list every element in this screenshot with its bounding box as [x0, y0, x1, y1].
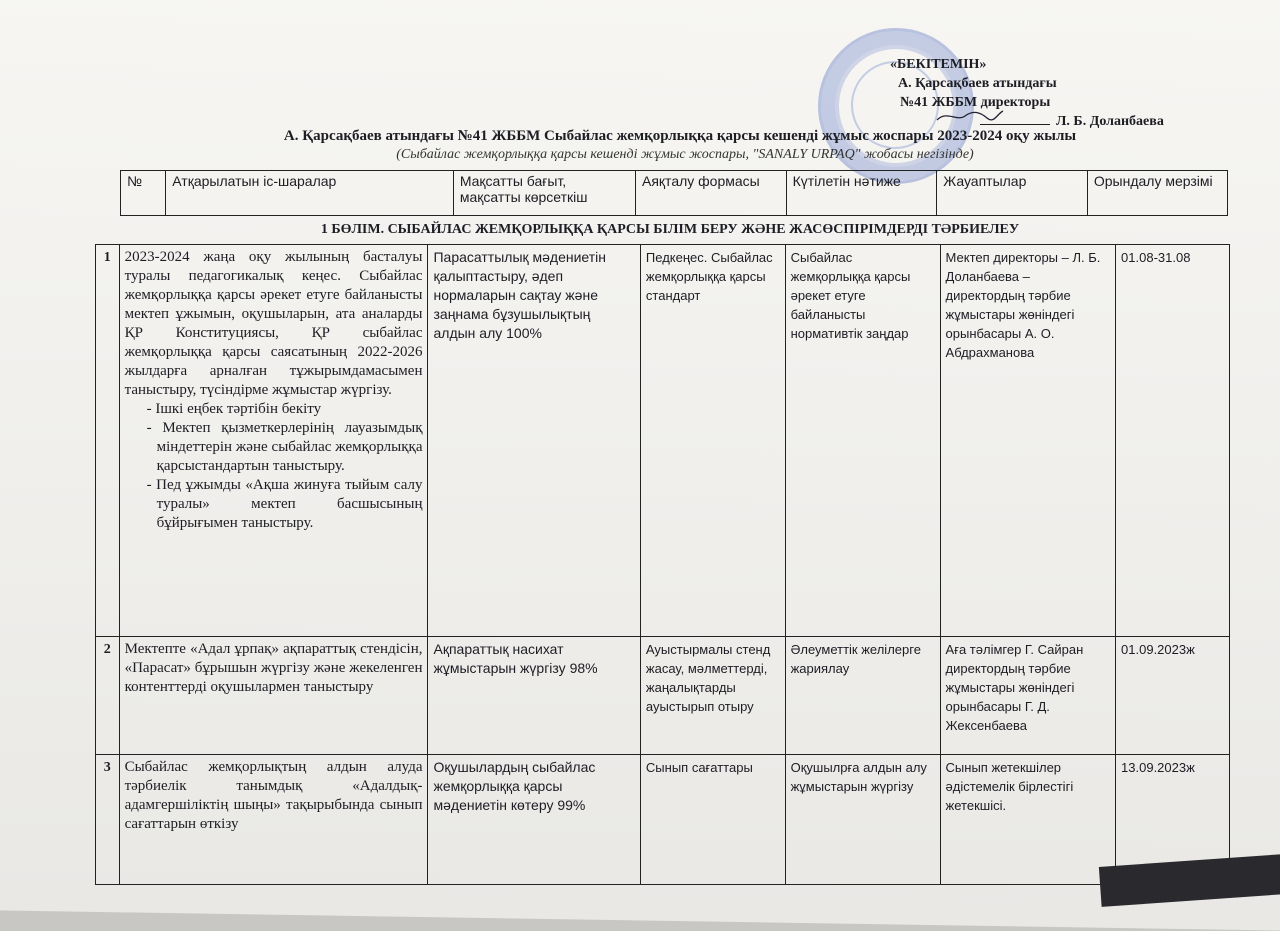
row-activity: 2023-2024 жаңа оқу жылының басталуы туралы педагогикалық кеңес. Сыбайлас жемқорлыққа қарсы әрекет етуге байланысты мектеп ұжымын, оқушыларын, ата аналарды ҚР Конституциясы, ҚР сыбайлас жемқорлыққа қарсы саясатының 2022-2026 жылдарға арналған тұжырымдамасымен таныстыру, түсіндірме жұмыстар жүргізу. - Ішкі еңбек тәртібін бекіту - Мектеп қызметкерлерінің лауазымдық міндеттерін және сыбайлас жемқорлыққа қарсыстандартын таныстыру. - Пед ұжымды «Ақша жинуға тыйым салу туралы» мектеп басшысының бұйрығымен таныстыру.	[119, 245, 428, 637]
sub-item: - Мектеп қызметкерлерінің лауазымдық міндеттерін және сыбайлас жемқорлыққа қарсыстандартын таныстыру.	[147, 419, 423, 476]
document-title: А. Қарсақбаев атындағы №41 ЖББМ Сыбайлас жемқорлыққа қарсы кешенді жұмыс жоспары 2023-2024 оқу жылы	[283, 128, 1077, 144]
row-num: 2	[96, 637, 120, 755]
row-deadline: 01.09.2023ж	[1116, 637, 1230, 755]
col-goal: Мақсатты бағыт, мақсатты көрсеткіш	[453, 171, 635, 216]
document-subtitle: (Сыбайлас жемқорлыққа қарсы кешенді жұмыс жоспары, "SANALY URPAQ" жобасы негізінде)	[396, 147, 974, 162]
col-result: Күтілетін нәтиже	[786, 171, 937, 216]
row-result: Әлеуметтік желілерге жариялау	[785, 637, 940, 755]
row-num: 3	[96, 755, 120, 885]
approval-line-2: №41 ЖББМ директоры	[900, 95, 1051, 110]
table-row	[96, 755, 1230, 885]
director-signature	[935, 108, 1005, 124]
row-responsible: Аға тәлімгер Г. Сайран директордың тәрбие жұмыстары жөніндегі орынбасары Г. Д. Жексенбаева	[940, 637, 1115, 755]
row-goal: Ақпараттық насихат жұмыстарын жүргізу 98%	[428, 637, 640, 755]
row-form: Ауыстырмалы стенд жасау, мәлметтерді, жаңалықтарды ауыстырып отыру	[640, 637, 785, 755]
col-form: Аяқталу формасы	[636, 171, 787, 216]
approval-block	[860, 55, 1164, 131]
col-responsible: Жауаптылар	[937, 171, 1088, 216]
col-activity: Атқарылатын іс-шаралар	[166, 171, 454, 216]
row-goal: Парасаттылық мәдениетін қалыптастыру, әдеп нормаларын сақтау және заңнама бұзушылықтың алдын алу 100%	[428, 245, 640, 637]
director-name: Л. Б. Доланбаева	[1056, 114, 1164, 129]
row-deadline: 01.08-31.08	[1116, 245, 1230, 637]
section-heading: 1 БӨЛІМ. СЫБАЙЛАС ЖЕМҚОРЛЫҚҚА ҚАРСЫ БІЛІМ БЕРУ ЖӘНЕ ЖАСӨСПІРІМДЕРДІ ТӘРБИЕЛЕУ	[320, 222, 1020, 237]
row-responsible: Мектеп директоры – Л. Б. Доланбаева – директордың тәрбие жұмыстары жөніндегі орынбасары А. О. Абдрахманова	[940, 245, 1115, 637]
col-num: №	[121, 171, 166, 216]
row-form: Педкеңес. Сыбайлас жемқорлыққа қарсы стандарт	[640, 245, 785, 637]
row-result: Сыбайлас жемқорлыққа қарсы әрекет етуге байланысты нормативтік заңдар	[785, 245, 940, 637]
header-table	[120, 170, 1228, 216]
row-activity: Сыбайлас жемқорлықтың алдын алуда тәрбиелік танымдық «Адалдық-адамгершіліктің шыңы» тақырыбында сынып сағаттарын өткізу	[119, 755, 428, 885]
sub-item: - Ішкі еңбек тәртібін бекіту	[147, 400, 423, 419]
row-deadline: 13.09.2023ж	[1116, 755, 1230, 885]
approval-line-1: А. Қарсақбаев атындағы	[898, 76, 1057, 91]
row-num: 1	[96, 245, 120, 637]
row-responsible: Сынып жетекшілер әдістемелік бірлестігі жетекшісі.	[940, 755, 1115, 885]
col-deadline: Орындалу мерзімі	[1087, 171, 1227, 216]
plan-table	[95, 244, 1230, 885]
row-goal: Оқушылардың сыбайлас жемқорлыққа қарсы мәдениетін көтеру 99%	[428, 755, 640, 885]
sub-item: - Пед ұжымды «Ақша жинуға тыйым салу туралы» мектеп басшысының бұйрығымен таныстыру.	[147, 476, 423, 533]
row-form: Сынып сағаттары	[640, 755, 785, 885]
table-row	[96, 245, 1230, 637]
approval-heading: «БЕКІТЕМІН»	[890, 57, 987, 72]
table-row	[96, 637, 1230, 755]
row-activity: Мектепте «Адал ұрпақ» ақпараттық стендісін, «Парасат» бұрышын жүргізу және жекеленген контенттерді оқушылармен таныстыру	[119, 637, 428, 755]
row-result: Оқушылрға алдын алу жұмыстарын жүргізу	[785, 755, 940, 885]
